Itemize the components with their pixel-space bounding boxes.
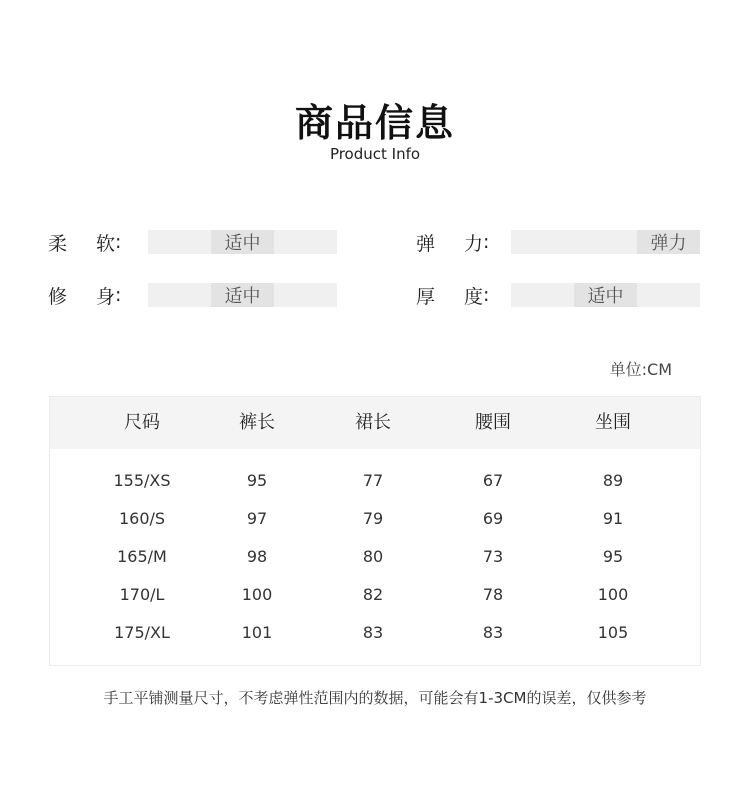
cell-size: 175/XL — [114, 623, 170, 642]
col-header-skirt-length: 裙长 — [355, 412, 391, 433]
col-header-size: 尺码 — [124, 412, 160, 433]
cell-waist: 78 — [482, 585, 504, 604]
attr-label-char-2: 力 — [464, 232, 484, 255]
attr-thickness — [416, 282, 700, 308]
attr-label-char-1: 柔 — [48, 232, 68, 255]
attr-scale-selected: 适中 — [574, 283, 637, 307]
cell-pants-length: 95 — [246, 471, 268, 490]
attr-label-char-1: 弹 — [416, 232, 436, 255]
attr-label-char-2: 软 — [96, 232, 116, 255]
attr-scale-bar — [511, 283, 700, 307]
cell-pants-length: 98 — [246, 547, 268, 566]
attr-fit — [48, 282, 337, 308]
cell-size: 165/M — [117, 547, 167, 566]
attr-elasticity — [416, 229, 700, 255]
attr-label-colon: : — [483, 231, 490, 253]
attr-label — [416, 229, 511, 256]
attr-scale-bar — [148, 283, 337, 307]
attr-label-char-1: 厚 — [416, 285, 436, 308]
cell-size: 170/L — [119, 585, 165, 604]
table-row — [50, 614, 700, 652]
cell-hip: 105 — [597, 623, 629, 642]
cell-pants-length: 101 — [241, 623, 273, 642]
cell-skirt-length: 79 — [362, 509, 384, 528]
attr-scale-bar — [148, 230, 337, 254]
attr-scale-selected: 适中 — [211, 230, 274, 254]
attr-label — [416, 282, 511, 309]
table-row — [50, 462, 700, 500]
attr-softness — [48, 229, 337, 255]
cell-waist: 69 — [482, 509, 504, 528]
cell-size: 160/S — [118, 509, 166, 528]
cell-skirt-length: 82 — [362, 585, 384, 604]
attr-label — [48, 282, 148, 309]
attr-scale-bar — [511, 230, 700, 254]
cell-hip: 89 — [602, 471, 624, 490]
cell-hip: 100 — [597, 585, 629, 604]
attr-scale-selected: 适中 — [211, 283, 274, 307]
cell-hip: 95 — [602, 547, 624, 566]
attr-scale-selected: 弹力 — [637, 230, 700, 254]
attr-label-colon: : — [115, 284, 122, 306]
col-header-hip: 坐围 — [595, 412, 631, 433]
cell-hip: 91 — [602, 509, 624, 528]
cell-waist: 83 — [482, 623, 504, 642]
attr-label-colon: : — [115, 231, 122, 253]
cell-skirt-length: 77 — [362, 471, 384, 490]
measurement-note: 手工平铺测量尺寸，不考虑弹性范围内的数据，可能会有1-3CM的误差，仅供参考 — [103, 689, 647, 707]
attr-label — [48, 229, 148, 256]
attr-label-colon: : — [483, 284, 490, 306]
attr-label-char-1: 修 — [48, 285, 68, 308]
attr-label-char-2: 身 — [96, 285, 116, 308]
attr-label-char-2: 度 — [464, 285, 484, 308]
table-header — [50, 397, 700, 449]
cell-pants-length: 97 — [246, 509, 268, 528]
cell-waist: 67 — [482, 471, 504, 490]
cell-waist: 73 — [482, 547, 504, 566]
col-header-waist: 腰围 — [475, 412, 511, 433]
unit-label: 单位:CM — [609, 360, 672, 379]
page-title: 商品信息 — [294, 101, 455, 145]
table-row — [50, 538, 700, 576]
cell-skirt-length: 83 — [362, 623, 384, 642]
col-header-pants-length: 裤长 — [239, 412, 275, 433]
page-subtitle: Product Info — [329, 145, 421, 163]
table-row — [50, 576, 700, 614]
cell-pants-length: 100 — [241, 585, 273, 604]
cell-skirt-length: 80 — [362, 547, 384, 566]
table-row — [50, 500, 700, 538]
size-table — [49, 396, 701, 666]
cell-size: 155/XS — [113, 471, 171, 490]
